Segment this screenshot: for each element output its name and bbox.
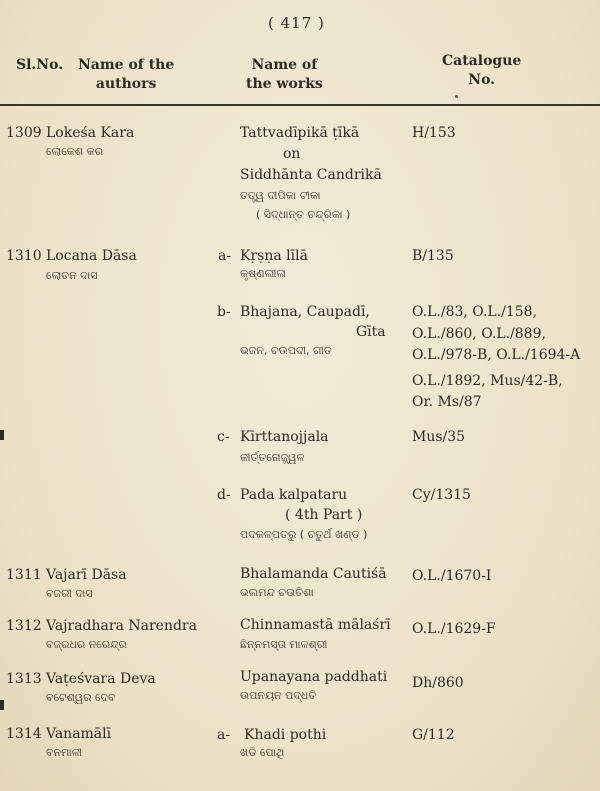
- header-catalogue-line1: Catalogue: [442, 53, 522, 69]
- entry-1310-b-catalogue-line1: O.L./83, O.L./158,: [412, 304, 538, 320]
- entry-1312-author: Vajradhara Narendra: [46, 618, 197, 634]
- entry-1309-work-line3: Siddhānta Candrikā: [240, 167, 382, 183]
- entry-1314-work-odia: ଖଡି ପୋଥି: [240, 746, 285, 759]
- entry-1309-number: 1309: [6, 125, 42, 141]
- entry-1313-catalogue: Dh/860: [412, 675, 464, 691]
- entry-1313-work-odia: ଉପନୟନ ପଦ୍ଧତି: [240, 689, 317, 702]
- entry-1310-a-work-odia: କୃଷ୍ଣଲୀଳା: [240, 267, 286, 280]
- entry-1310-number: 1310: [6, 248, 42, 264]
- entry-1310-b-work-odia: ଭଜନ, ଚଉପଦୀ, ଗୀତ: [240, 344, 332, 357]
- entry-1313-number: 1313: [6, 671, 42, 687]
- entry-1311-catalogue: O.L./1670-I: [412, 568, 492, 584]
- header-catalogue: [442, 52, 521, 90]
- entry-1313-author: Vaṭeśvara Deva: [46, 671, 156, 687]
- entry-1310-c-work-odia: କୀର୍ତ୍ତନୋଜ୍ଜ୍ୱଳ: [240, 451, 305, 464]
- header-authors-line2: authors: [95, 76, 157, 92]
- entry-1310-d-catalogue: Cy/1315: [412, 487, 471, 503]
- entry-1314-number: 1314: [6, 726, 42, 742]
- entry-1310-b-work-line1: Bhajana, Caupadī,: [240, 304, 370, 320]
- entry-1314-author: Vanamālī: [46, 726, 112, 742]
- entry-1310-d-marker: d-: [217, 487, 231, 503]
- binding-mark: [0, 700, 4, 710]
- header-works-line2: the works: [246, 76, 323, 92]
- page-number: ( 417 ): [268, 14, 325, 32]
- header-catalogue-line2: No.: [468, 72, 496, 88]
- entry-1310-a-work: Kṛṣṇa līlā: [240, 248, 308, 264]
- entry-1310-b-marker: b-: [217, 304, 231, 320]
- entry-1309-work-line1: Tattvadīpikā ṭīkā: [240, 125, 360, 141]
- entry-1310-a-catalogue: B/135: [412, 248, 454, 264]
- entry-1311-work: Bhalamanda Cautiśā: [240, 566, 387, 582]
- header-authors-line1: Name of the: [78, 57, 175, 73]
- ink-speck: [455, 95, 458, 98]
- entry-1310-b-catalogue-line4: O.L./1892, Mus/42-B,: [412, 373, 563, 389]
- header-works-line1: Name of: [251, 57, 318, 73]
- entry-1310-b-work-line2: Gīta: [356, 324, 386, 340]
- entry-1310-d-work-line1: Pada kalpataru: [240, 487, 348, 503]
- entry-1310-d-work-line2: ( 4th Part ): [285, 507, 363, 523]
- entry-1312-number: 1312: [6, 618, 42, 634]
- entry-1310-d-work-odia: ପଦକଳ୍ପତରୁ ( ଚତୁର୍ଥ ଖଣ୍ଡ ): [240, 528, 368, 541]
- entry-1312-author-odia: ବଜ୍ରଧର ନରେନ୍ଦ୍ର: [46, 638, 127, 651]
- entry-1310-b-catalogue-line5: Or. Ms/87: [412, 394, 482, 410]
- entry-1309-catalogue: H/153: [412, 125, 456, 141]
- entry-1310-author-odia: ଲୋଚନ ଦାସ: [46, 269, 98, 282]
- entry-1311-number: 1311: [6, 567, 42, 583]
- entry-1312-work: Chinnamastā mālaśrī: [240, 617, 391, 633]
- entry-1310-c-catalogue: Mus/35: [412, 429, 466, 445]
- entry-1314-marker: a-: [217, 727, 231, 743]
- entry-1314-work: Khadi pothi: [244, 727, 327, 743]
- entry-1314-catalogue: G/112: [412, 727, 455, 743]
- header-slno: Sl.No.: [16, 57, 64, 73]
- entry-1309-work-odia-line2: ( ସିଦ୍ଧାନ୍ତ ଚନ୍ଦ୍ରିକା ): [256, 208, 351, 221]
- entry-1310-c-work: Kīrttanojjala: [240, 429, 329, 445]
- header-rule: [0, 104, 600, 106]
- entry-1310-c-marker: c-: [217, 429, 230, 445]
- entry-1310-author: Locana Dāsa: [46, 248, 137, 264]
- entry-1309-author-odia: ଲୋକେଶ କର: [46, 145, 104, 158]
- entry-1311-author-odia: ବଜରୀ ଦାସ: [46, 587, 93, 600]
- entry-1310-b-catalogue-line2: O.L./860, O.L./889,: [412, 326, 546, 342]
- entry-1310-a-marker: a-: [218, 248, 232, 264]
- entry-1312-catalogue: O.L./1629-F: [412, 621, 496, 637]
- entry-1313-work: Upanayana paddhati: [240, 669, 388, 685]
- entry-1309-author: Lokeśa Kara: [46, 125, 135, 141]
- entry-1309-work-odia-line1: ତତ୍ତ୍ୱ ଦୀପିକା ଟୀକା: [240, 189, 321, 202]
- entry-1313-author-odia: ବଟେଶ୍ୱର ଦେବ: [46, 691, 116, 704]
- entry-1314-author-odia: ବନମାଳୀ: [46, 746, 83, 759]
- entry-1312-work-odia: ଛିନ୍ନମସ୍ତା ମାଳଶ୍ରୀ: [240, 638, 328, 651]
- entry-1311-work-odia: ଭଲମନ୍ଦ ଚଉତିଶା: [240, 586, 314, 599]
- binding-mark: [0, 430, 4, 440]
- entry-1310-b-catalogue-line3: O.L./978-B, O.L./1694-A: [412, 347, 581, 363]
- header-authors: [78, 56, 174, 94]
- entry-1311-author: Vajarī Dāsa: [46, 567, 127, 583]
- header-works: [246, 56, 323, 94]
- entry-1309-work-line2: on: [283, 146, 301, 162]
